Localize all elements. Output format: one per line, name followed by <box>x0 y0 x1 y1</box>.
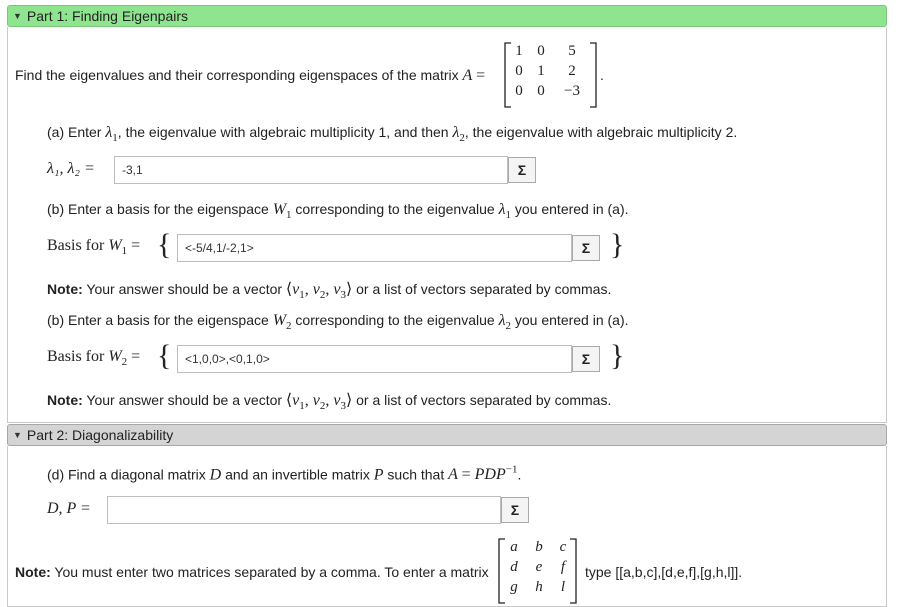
note-text: Your answer should be a vector <box>86 392 283 408</box>
matrix-cell: 0 <box>515 83 523 99</box>
qd-text-3: such that <box>387 466 445 483</box>
matrix-var: A <box>462 67 473 84</box>
matrix-cell: g <box>510 579 518 595</box>
basis-w2-input[interactable]: <1,0,0>,<0,1,0> <box>177 345 572 373</box>
qb1-label: Basis for $W_1$ = <box>47 237 141 258</box>
qb1-text-3: you entered in (a). <box>514 201 629 217</box>
matrix-cell: b <box>535 539 543 555</box>
question-b2-text <box>47 312 629 332</box>
left-brace: { <box>157 228 172 261</box>
lambda-2: $\lambda_2$ <box>452 124 465 145</box>
vector-notation: $⟨v_1$, $v_2$, $v_3⟩$ <box>285 392 353 413</box>
note-d-2: type [[a,b,c],[d,e,f],[g,h,l]]. <box>585 564 743 580</box>
note-b2 <box>47 390 611 412</box>
period: . <box>600 67 604 83</box>
qa-text-1: (a) Enter <box>47 124 102 140</box>
note-bold: Note: <box>47 392 83 408</box>
part1-intro <box>15 67 485 85</box>
w1-symbol: $W_1$ <box>108 237 128 258</box>
matrix-cell: 2 <box>568 63 576 79</box>
intro-text: Find the eigenvalues and their corresponding eigenspaces of the matrix <box>15 67 459 83</box>
matrix-cell: h <box>535 579 543 595</box>
right-brace: } <box>610 228 625 261</box>
qa-text-3: , the eigenvalue with algebraic multiplicity 2. <box>464 124 738 140</box>
matrix-cell: 1 <box>537 63 545 79</box>
w1-symbol: $W_1$ <box>272 201 292 222</box>
w2-symbol: $W_2$ <box>108 348 128 369</box>
qd-label: D, P = <box>47 500 91 517</box>
matrix-cell: a <box>510 539 518 555</box>
note-b1 <box>47 279 611 301</box>
example-matrix <box>502 539 574 596</box>
qb1-text-2: corresponding to the eigenvalue <box>295 201 495 217</box>
note-text: Your answer should be a vector <box>86 281 283 297</box>
w2-symbol: $W_2$ <box>272 312 292 333</box>
matrix-cell: d <box>510 559 518 575</box>
left-brace: { <box>157 339 172 372</box>
sigma-button-b1[interactable]: Σ <box>572 235 600 261</box>
qd-text-2: and an invertible matrix <box>225 466 370 483</box>
equals-sign: = <box>476 67 486 84</box>
question-d-text: (d) Find a diagonal matrix D and an invertible matrix P such that $A = PDP^{-1}$. <box>47 464 522 484</box>
part1-header[interactable] <box>7 5 887 27</box>
qa-text-2: , the eigenvalue with algebraic multiplicity 1, and then <box>117 124 449 140</box>
matrix-cell: c <box>559 539 567 555</box>
matrix-cell: 0 <box>515 63 523 79</box>
qa-label: λ₁, λ₂ = <box>47 160 95 177</box>
note-d <box>15 564 489 580</box>
note-bold: Note: <box>47 281 83 297</box>
note-text-2: or a list of vectors separated by commas. <box>356 392 612 408</box>
sigma-button-d[interactable]: Σ <box>501 497 529 523</box>
lambda-1: $\lambda_1$ <box>498 201 511 222</box>
matrix-cell: e <box>535 559 543 575</box>
p-symbol: P <box>373 466 384 484</box>
matrix-cell: f <box>560 559 566 575</box>
matrix-cell: l <box>560 579 566 595</box>
dp-input[interactable] <box>107 496 501 524</box>
lambda-1: $\lambda_1$ <box>105 124 118 145</box>
matrix-cell: 1 <box>515 43 523 59</box>
matrix-cell: 5 <box>568 43 576 59</box>
note-text-2: or a list of vectors separated by commas. <box>356 281 612 297</box>
matrix-cell: 0 <box>537 83 545 99</box>
note-bold: Note: <box>15 564 51 580</box>
matrix-cell: −3 <box>564 83 580 99</box>
note-text: You must enter two matrices separated by a comma. To enter a matrix <box>54 564 489 580</box>
qd-text-1: (d) Find a diagonal matrix <box>47 466 206 483</box>
sigma-button-b2[interactable]: Σ <box>572 346 600 372</box>
basis-w1-input[interactable]: <-5/4,1/-2,1> <box>177 234 572 262</box>
qb2-text-3: you entered in (a). <box>514 312 629 328</box>
qb2-text-1: (b) Enter a basis for the eigenspace <box>47 312 269 328</box>
d-symbol: D <box>209 466 222 484</box>
basis-label: Basis for <box>47 348 105 365</box>
part1-title: Part 1: Finding Eigenpairs <box>26 8 189 24</box>
qb2-text-2: corresponding to the eigenvalue <box>295 312 495 328</box>
question-b1-text <box>47 201 629 221</box>
part2-title: Part 2: Diagonalizability <box>26 427 174 443</box>
question-a-text <box>47 124 737 144</box>
qb2-label: Basis for $W_2$ = <box>47 348 141 369</box>
caret-down-icon: ▼ <box>13 430 22 440</box>
qb1-text-1: (b) Enter a basis for the eigenspace <box>47 201 269 217</box>
basis-label: Basis for <box>47 237 105 254</box>
matrix-a <box>508 43 592 100</box>
part2-header[interactable] <box>7 424 887 446</box>
right-brace: } <box>610 339 625 372</box>
pdp-equation: $A = PDP^{-1}$ <box>448 464 518 484</box>
matrix-cell: 0 <box>537 43 545 59</box>
vector-notation: $⟨v_1$, $v_2$, $v_3⟩$ <box>285 281 353 302</box>
lambda-2: $\lambda_2$ <box>498 312 511 333</box>
caret-down-icon: ▼ <box>13 11 22 21</box>
sigma-button-a[interactable]: Σ <box>508 157 536 183</box>
eigenvalue-input[interactable]: -3,1 <box>114 156 508 184</box>
